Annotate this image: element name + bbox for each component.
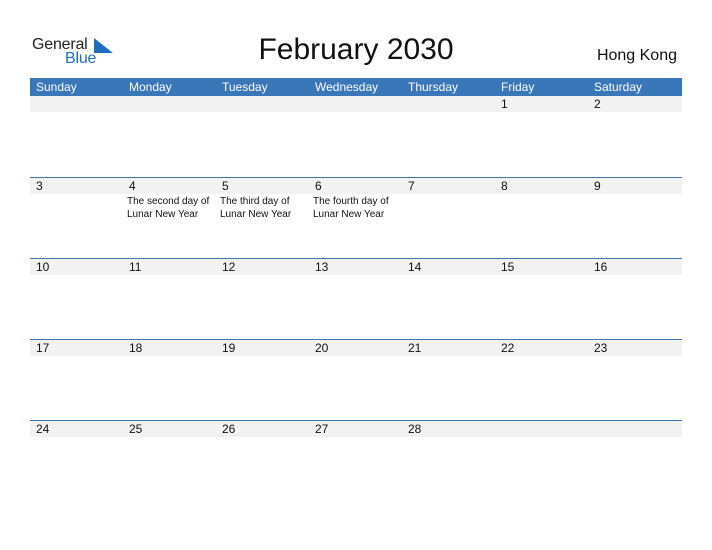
day-number: 26 — [222, 422, 236, 436]
day-cell — [495, 96, 588, 176]
day-cell — [216, 340, 309, 420]
day-cell — [309, 340, 402, 420]
day-number: 23 — [594, 341, 608, 355]
day-number: 15 — [501, 260, 515, 274]
holiday-label: The fourth day of Lunar New Year — [313, 196, 389, 220]
day-cell — [402, 178, 495, 258]
day-number: 5 — [222, 179, 229, 193]
day-number: 4 — [129, 179, 136, 193]
day-cell — [216, 421, 309, 501]
day-number: 14 — [408, 260, 422, 274]
day-cell — [588, 340, 681, 420]
day-number: 21 — [408, 341, 422, 355]
day-number: 8 — [501, 179, 508, 193]
day-cell — [216, 178, 309, 258]
week-row — [30, 258, 682, 339]
day-cell — [30, 178, 123, 258]
weekday-monday: Monday — [129, 80, 172, 94]
logo-word-blue: Blue — [65, 50, 97, 67]
day-number: 17 — [36, 341, 50, 355]
day-number: 24 — [36, 422, 50, 436]
day-cell — [216, 259, 309, 339]
weekday-tuesday: Tuesday — [222, 80, 268, 94]
day-number: 2 — [594, 97, 601, 111]
day-cell — [495, 178, 588, 258]
day-cell — [30, 96, 123, 176]
day-number: 3 — [36, 179, 43, 193]
day-cell — [216, 96, 309, 176]
page-title: February 2030 — [258, 33, 454, 66]
holiday-label: The third day of Lunar New Year — [220, 196, 292, 220]
day-number: 13 — [315, 260, 329, 274]
holiday-label: The second day of Lunar New Year — [127, 196, 210, 220]
day-number: 22 — [501, 341, 515, 355]
day-cell — [309, 421, 402, 501]
day-cell — [123, 96, 216, 176]
day-cell — [123, 178, 216, 258]
region-label: Hong Kong — [596, 47, 677, 64]
day-cell — [30, 421, 123, 501]
week-row — [30, 177, 682, 258]
weekday-friday: Friday — [501, 80, 535, 94]
day-cell — [495, 340, 588, 420]
logo-word-general: General — [32, 36, 88, 53]
day-number: 6 — [315, 179, 322, 193]
day-cell — [309, 259, 402, 339]
day-cell — [30, 259, 123, 339]
weekday-sunday: Sunday — [36, 80, 77, 94]
day-number: 7 — [408, 179, 415, 193]
week-row — [30, 420, 682, 501]
day-cell — [309, 178, 402, 258]
day-number: 16 — [594, 260, 608, 274]
weekday-wednesday: Wednesday — [315, 80, 379, 94]
weekday-saturday: Saturday — [594, 80, 643, 94]
day-number: 28 — [408, 422, 422, 436]
day-number: 12 — [222, 260, 236, 274]
day-cell — [402, 259, 495, 339]
day-number: 25 — [129, 422, 143, 436]
day-cell — [588, 421, 681, 501]
day-number: 19 — [222, 341, 236, 355]
week-row — [30, 96, 682, 177]
day-cell — [402, 340, 495, 420]
day-cell — [495, 421, 588, 501]
day-number: 18 — [129, 341, 143, 355]
day-cell — [588, 178, 681, 258]
day-cell — [588, 259, 681, 339]
weekday-thursday: Thursday — [408, 80, 459, 94]
weekday-header — [30, 78, 682, 96]
day-cell — [402, 421, 495, 501]
day-number: 10 — [36, 260, 50, 274]
day-cell — [309, 96, 402, 176]
day-cell — [402, 96, 495, 176]
day-cell — [123, 421, 216, 501]
day-number: 9 — [594, 179, 601, 193]
day-cell — [123, 259, 216, 339]
day-cell — [588, 96, 681, 176]
day-number: 11 — [129, 260, 142, 274]
day-cell — [495, 259, 588, 339]
day-number: 20 — [315, 341, 329, 355]
day-cell — [30, 340, 123, 420]
day-cell — [123, 340, 216, 420]
day-number: 27 — [315, 422, 329, 436]
day-number: 1 — [501, 97, 508, 111]
week-row — [30, 339, 682, 420]
